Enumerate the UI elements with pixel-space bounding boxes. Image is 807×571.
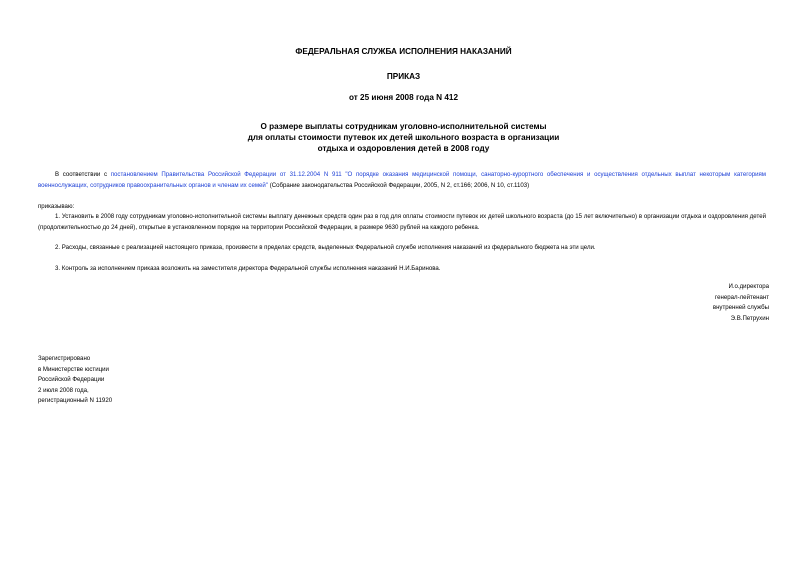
order-item-1: 1. Установить в 2008 году сотрудникам уголовно-исполнительной системы выплату денежных средств один раз в год для оплаты стоимости путевок их детей школьного возраста (до 15 лет включительно) в организации отдыха и оздоровления детей (продолжительностью до 24 дней), открытые в установленном порядке на территории Российской Федерации, в размере 9630 рублей на каждого ребенка.: [38, 213, 766, 231]
registration-line: регистрационный N 11920: [38, 397, 113, 404]
intro-prefix: В соответствии с: [55, 171, 111, 178]
order-word: приказываю:: [38, 203, 75, 210]
agency-name: ФЕДЕРАЛЬНАЯ СЛУЖБА ИСПОЛНЕНИЯ НАКАЗАНИЙ: [295, 47, 512, 56]
order-item-2: 2. Расходы, связанные с реализацией настоящего приказа, произвести в пределах средств, выделенных Федеральной службе исполнения наказаний из федерального бюджета на эти цели.: [55, 244, 596, 251]
signature-line: внутренней службы: [712, 304, 769, 311]
registration-line: 2 июля 2008 года,: [38, 386, 89, 394]
intro-suffix: (Собрание законодательства Российской Федерации, 2005, N 2, ст.166; 2006, N 10, ст.1103): [268, 181, 530, 189]
signature-line: генерал-лейтенант: [715, 293, 769, 301]
document-title: [0, 121, 807, 154]
registration-line: Российской Федерации: [38, 376, 105, 383]
signature-block: [713, 282, 769, 324]
signature-line: И.о.директора: [728, 283, 769, 290]
document-type: ПРИКАЗ: [386, 72, 421, 81]
government-decree-link[interactable]: постановлением Правительства Российской Федерации от 31.12.2004 N 911 "О порядке оказания медицинской помощи, санаторно-курортного обеспечения и осуществления отдельных выплат некоторым категориям военнослужащих, сотрудников правоохранительных органов и членам их семей": [38, 171, 766, 189]
intro-paragraph: [38, 170, 766, 191]
title-line: О размере выплаты сотрудникам уголовно-исполнительной системы: [260, 122, 547, 131]
registration-line: Зарегистрировано: [38, 355, 91, 362]
order-item-3: 3. Контроль за исполнением приказа возложить на заместителя директора Федеральной службы исполнения наказаний Н.И.Баринова.: [55, 265, 441, 272]
signature-line: Э.В.Петрухин: [730, 314, 769, 322]
title-line: для оплаты стоимости путевок их детей школьного возраста в организации: [247, 133, 560, 142]
title-line: отдыха и оздоровления детей в 2008 году: [317, 144, 490, 153]
document-date: от 25 июня 2008 года N 412: [348, 93, 459, 102]
registration-line: в Министерстве юстиции: [38, 365, 109, 373]
registration-block: [38, 354, 112, 407]
